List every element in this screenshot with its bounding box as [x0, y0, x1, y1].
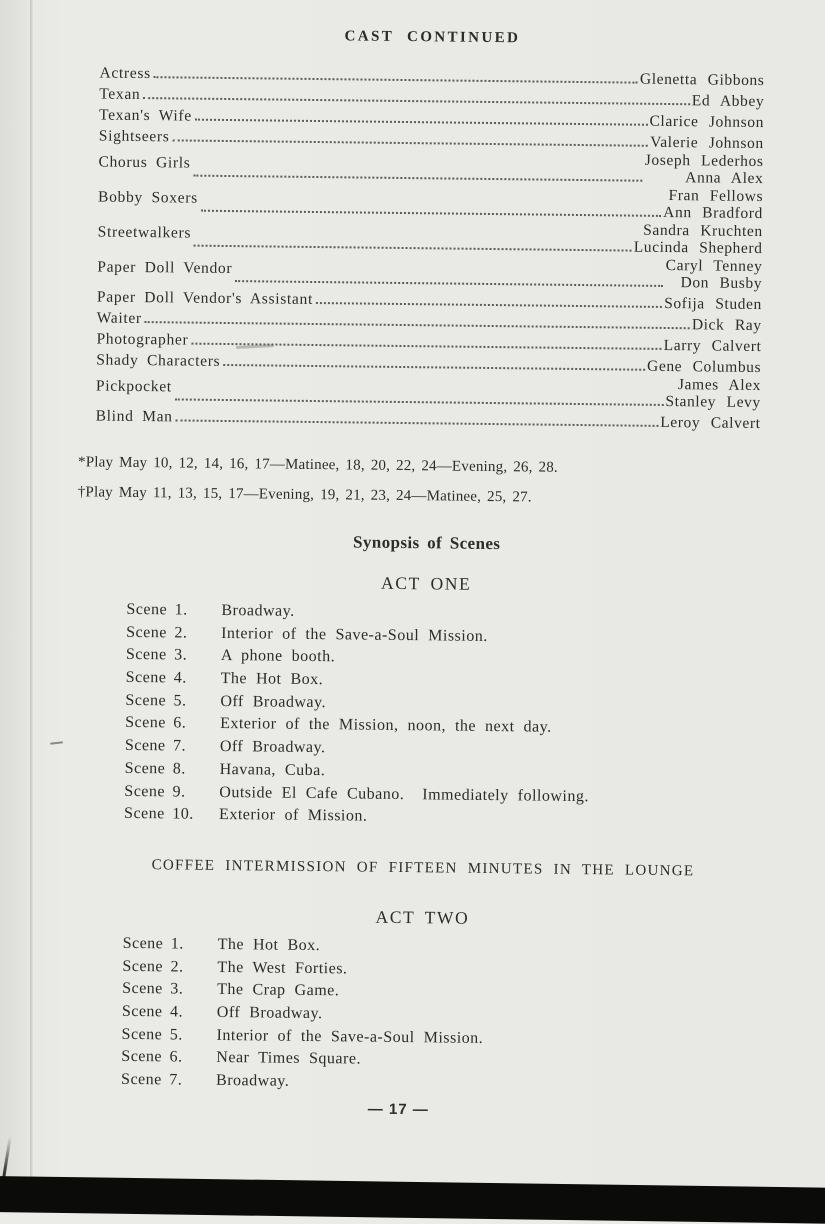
dotted-leader [316, 302, 662, 308]
cast-names [692, 92, 765, 110]
cast-names [665, 376, 761, 411]
cast-name-above: Caryl Tenney [665, 256, 763, 276]
scene-title: Off Broadway. [219, 738, 326, 757]
cast-name: Ed Abbey [691, 92, 765, 111]
cast-role: Actress [99, 64, 151, 83]
cast-role: Texan [99, 85, 141, 104]
cast-name: Valerie Johnson [650, 133, 764, 153]
cast-names [692, 316, 762, 334]
act-one-scene-list [124, 601, 759, 835]
cast-name-above: Sandra Kruchten [643, 221, 763, 241]
scene-title: The Crap Game. [217, 981, 340, 1000]
cast-name: Larry Calvert [663, 336, 762, 356]
page-content [77, 0, 766, 1122]
cast-name: Gene Columbus [646, 357, 762, 377]
cast-names [660, 414, 760, 432]
scene-title: Broadway. [215, 1071, 290, 1090]
cast-role: Chorus Girls [98, 153, 191, 172]
page-number: — 17 — [367, 1100, 429, 1119]
scene-title: Near Times Square. [216, 1049, 362, 1068]
act-two-heading: ACT TWO [375, 906, 470, 928]
cast-role: Paper Doll Vendor's Assistant [96, 288, 314, 308]
scene-label: Scene 3. [125, 646, 188, 664]
scene-label: Scene 3. [122, 980, 184, 998]
scene-title: Havana, Cuba. [219, 760, 326, 779]
cast-role: Streetwalkers [97, 223, 192, 242]
scene-label: Scene 4. [125, 668, 187, 687]
scene-title: Broadway. [221, 601, 295, 620]
scene-title: Interior of the Save-a-Soul Mission. [221, 624, 488, 645]
scene-label: Scene 4. [121, 1002, 184, 1021]
scene-label: Scene 1. [122, 934, 184, 953]
cast-name: Ann Bradford [663, 203, 764, 223]
dotted-leader [193, 175, 642, 182]
cast-names [664, 295, 762, 313]
cast-role: Paper Doll Vendor [97, 258, 233, 277]
cast-continued-heading: CAST CONTINUED [344, 28, 521, 47]
cast-name: Stanley Levy [665, 392, 761, 412]
cast-role: Bobby Soxers [98, 188, 199, 207]
cast-role: Waiter [96, 309, 142, 328]
cast-role: Shady Characters [96, 351, 221, 370]
cast-names [645, 152, 764, 187]
cast-names [634, 222, 763, 257]
cast-names [665, 257, 762, 292]
scene-label: Scene 2. [122, 957, 184, 976]
scene-title: The Hot Box. [220, 670, 324, 689]
cast-role: Pickpocket [95, 377, 172, 395]
scene-label: Scene 10. [124, 805, 194, 823]
scene-title: Off Broadway. [220, 692, 327, 711]
scene-title: The West Forties. [217, 958, 348, 977]
cast-name-above: Joseph Lederhos [644, 151, 764, 171]
scene-label: Scene 6. [125, 714, 187, 733]
intermission-note: COFFEE INTERMISSION OF FIFTEEN MINUTES IN THE LOUNGE [151, 857, 695, 880]
cast-list [96, 62, 765, 433]
cast-names [650, 134, 764, 152]
dotted-leader [176, 419, 659, 426]
footnote-line: †Play May 11, 13, 15, 17—Evening, 19, 21, 23, 24—Matinee, 25, 27. [77, 484, 532, 506]
scene-label: Scene 5. [125, 691, 187, 710]
scene-label: Scene 2. [126, 623, 188, 642]
stray-mark-left-margin [50, 741, 63, 744]
cast-name: Sofija Studen [664, 294, 763, 314]
scene-label: Scene 5. [121, 1025, 183, 1044]
footnote-line: *Play May 10, 12, 14, 16, 17—Matinee, 18, 20, 22, 24—Evening, 26, 28. [78, 454, 559, 476]
performance-date-footnotes [78, 454, 760, 509]
scene-label: Scene 7. [120, 1070, 183, 1089]
scene-label: Scene 1. [126, 600, 188, 619]
cast-name: Dick Ray [691, 316, 762, 335]
scene-label: Scene 7. [124, 737, 187, 755]
scene-title: Interior of the Save-a-Soul Mission. [216, 1026, 484, 1047]
cast-role: Photographer [96, 330, 189, 349]
dotted-leader [172, 139, 648, 146]
dotted-leader [235, 280, 663, 287]
cast-role: Sightseers [98, 127, 170, 146]
scene-label: Scene 9. [124, 782, 186, 801]
cast-name: Lucinda Shepherd [633, 238, 763, 258]
dotted-leader [154, 76, 638, 83]
cast-name: Don Busby [680, 274, 763, 293]
scene-title: Exterior of the Mission, noon, the next day. [220, 715, 552, 737]
cast-names [640, 71, 765, 89]
cast-name: Clarice Johnson [649, 112, 765, 132]
dotted-leader [194, 245, 632, 252]
scene-label: Scene 8. [124, 759, 186, 778]
cast-names [649, 113, 764, 131]
scene-title: Off Broadway. [216, 1003, 323, 1023]
cast-names [664, 337, 762, 355]
cast-name: Anna Alex [685, 169, 764, 188]
scene-title: Exterior of Mission. [219, 806, 368, 825]
act-two-scene-list [121, 935, 755, 1101]
cast-name-above: James Alex [677, 376, 762, 395]
cast-name: Leroy Calvert [660, 413, 761, 433]
cast-role: Blind Man [95, 407, 173, 426]
cast-name: Glenetta Gibbons [639, 70, 765, 90]
scene-title: The Hot Box. [217, 935, 321, 954]
dotted-leader [201, 210, 661, 217]
scene-title: A phone booth. [220, 647, 336, 666]
cast-names [663, 187, 763, 222]
scene-title: Outside El Cafe Cubano. Immediately following. [219, 783, 589, 805]
scene-label: Scene 6. [121, 1048, 183, 1066]
dotted-leader [175, 398, 664, 406]
synopsis-heading: Synopsis of Scenes [352, 532, 501, 554]
dotted-leader [195, 119, 648, 126]
cast-names [647, 358, 761, 376]
dotted-leader [223, 364, 645, 371]
act-one-heading: ACT ONE [381, 572, 472, 594]
binding-crease [30, 0, 33, 1200]
cast-role: Texan's Wife [98, 106, 192, 125]
cast-name-above: Fran Fellows [668, 187, 764, 206]
